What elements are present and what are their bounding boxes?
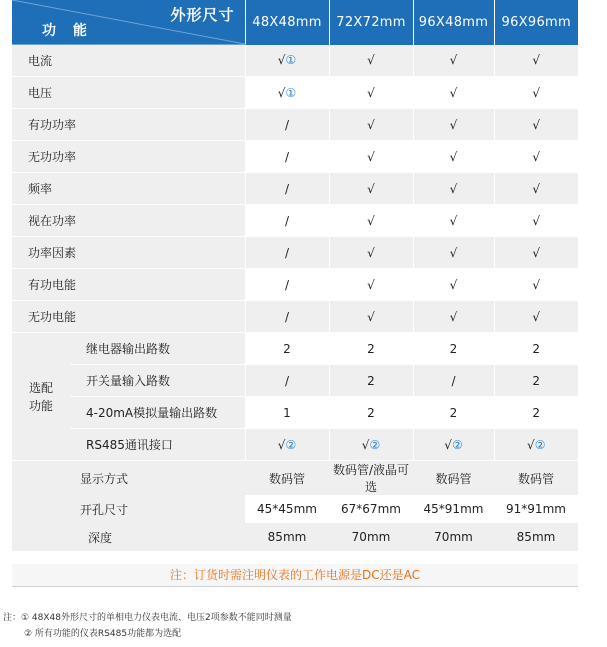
table-row <box>12 77 578 109</box>
table-row <box>12 333 578 365</box>
support-cell: √ <box>413 301 494 333</box>
spec-value: 85mm <box>245 523 329 551</box>
support-cell: √ <box>329 109 413 141</box>
footnote-2: ② 所有功能的仪表RS485功能都为选配 <box>24 629 182 639</box>
spec-name: 开孔尺寸 <box>12 495 245 523</box>
support-cell: √ <box>329 301 413 333</box>
cell-mark: √ <box>277 85 286 100</box>
support-cell: 2 <box>329 333 413 365</box>
support-cell <box>329 429 413 461</box>
footnote-1: 注：① 48X48外形尺寸的单相电力仪表电流、电压2项参数不能同时测量 <box>3 613 292 623</box>
support-cell: / <box>245 205 329 237</box>
table-row <box>12 269 578 301</box>
spec-value: 数码管 <box>245 461 329 496</box>
cell-mark: √ <box>277 53 286 68</box>
support-cell: √ <box>494 301 578 333</box>
table-row <box>12 461 578 496</box>
table-row <box>12 397 578 429</box>
spec-value: 67*67mm <box>329 495 413 523</box>
table-row <box>12 45 578 77</box>
support-cell: 2 <box>329 365 413 397</box>
footnote-marker: ② <box>534 437 546 452</box>
support-cell: 2 <box>413 397 494 429</box>
support-cell: 2 <box>494 365 578 397</box>
support-cell: 2 <box>413 333 494 365</box>
support-cell: √ <box>413 269 494 301</box>
support-cell: 1 <box>245 397 329 429</box>
table-row <box>12 141 578 173</box>
spec-value: 数码管 <box>494 461 578 496</box>
spec-value: 数码管/液晶可选 <box>329 461 413 496</box>
support-cell: / <box>245 173 329 205</box>
footnote-marker: ① <box>285 53 297 68</box>
table-row <box>12 495 578 523</box>
cell-mark: √ <box>527 437 535 452</box>
cell-mark: √ <box>444 437 452 452</box>
function-name: 无功电能 <box>12 301 245 333</box>
support-cell: 2 <box>245 333 329 365</box>
support-cell: / <box>245 141 329 173</box>
function-name: 有功电能 <box>12 269 245 301</box>
function-name: 有功功率 <box>12 109 245 141</box>
footnote-marker: ② <box>369 437 381 452</box>
spec-value: 70mm <box>329 523 413 551</box>
support-cell: √ <box>494 77 578 109</box>
support-cell: 2 <box>329 397 413 429</box>
function-name: 无功功率 <box>12 141 245 173</box>
support-cell: √ <box>413 205 494 237</box>
support-cell: √ <box>329 173 413 205</box>
support-cell: √ <box>329 237 413 269</box>
table-row <box>12 429 578 461</box>
support-cell: / <box>413 365 494 397</box>
support-cell <box>245 45 329 77</box>
function-name: 电流 <box>12 45 245 77</box>
support-cell: √ <box>494 269 578 301</box>
size-header: 48X48mm <box>245 0 329 45</box>
spec-value: 91*91mm <box>494 495 578 523</box>
support-cell <box>494 429 578 461</box>
support-cell: √ <box>329 141 413 173</box>
support-cell: / <box>245 301 329 333</box>
cell-mark: √ <box>361 437 370 452</box>
table-row <box>12 237 578 269</box>
support-cell: / <box>245 237 329 269</box>
support-cell <box>245 429 329 461</box>
support-cell <box>245 77 329 109</box>
support-cell: √ <box>413 141 494 173</box>
table-row <box>12 109 578 141</box>
table-row <box>12 365 578 397</box>
header-row <box>12 0 578 45</box>
support-cell: 2 <box>494 333 578 365</box>
function-name: 视在功率 <box>12 205 245 237</box>
size-header: 96X48mm <box>413 0 494 45</box>
table-row <box>12 523 578 551</box>
spec-value: 70mm <box>413 523 494 551</box>
table-row <box>12 205 578 237</box>
footnote-marker: ① <box>285 85 297 100</box>
spec-name: 深度 <box>12 523 245 551</box>
support-cell: √ <box>494 141 578 173</box>
support-cell: √ <box>413 45 494 77</box>
function-name: 继电器输出路数 <box>70 333 245 365</box>
support-cell: √ <box>494 205 578 237</box>
function-name: 电压 <box>12 77 245 109</box>
support-cell: √ <box>413 109 494 141</box>
support-cell: √ <box>494 237 578 269</box>
size-header: 72X72mm <box>329 0 413 45</box>
spec-name: 显示方式 <box>12 461 245 496</box>
support-cell: √ <box>329 205 413 237</box>
cell-mark: √ <box>277 437 286 452</box>
footnote-marker: ② <box>451 437 463 452</box>
support-cell: / <box>245 109 329 141</box>
support-cell: √ <box>413 77 494 109</box>
corner-label-function: 功 能 <box>42 23 93 39</box>
function-name: 频率 <box>12 173 245 205</box>
spec-value: 85mm <box>494 523 578 551</box>
footnotes <box>3 610 292 642</box>
support-cell: √ <box>494 109 578 141</box>
function-name: 开关量输入路数 <box>70 365 245 397</box>
support-cell: √ <box>329 77 413 109</box>
size-header: 96X96mm <box>494 0 578 45</box>
corner-label-size: 外形尺寸 <box>170 6 235 24</box>
footnote-marker: ② <box>285 437 297 452</box>
order-note: 注：订货时需注明仪表的工作电源是DC还是AC <box>12 564 578 587</box>
table-row <box>12 173 578 205</box>
spec-value: 45*91mm <box>413 495 494 523</box>
spec-value: 数码管 <box>413 461 494 496</box>
function-name: 4-20mA模拟量输出路数 <box>70 397 245 429</box>
support-cell: √ <box>329 45 413 77</box>
function-name: RS485通讯接口 <box>70 429 245 461</box>
support-cell: √ <box>494 173 578 205</box>
spec-value: 45*45mm <box>245 495 329 523</box>
support-cell: √ <box>494 45 578 77</box>
support-cell: 2 <box>494 397 578 429</box>
header-corner <box>12 0 245 45</box>
support-cell <box>413 429 494 461</box>
support-cell: / <box>245 365 329 397</box>
function-name: 功率因素 <box>12 237 245 269</box>
spec-table <box>12 0 578 551</box>
support-cell: / <box>245 269 329 301</box>
table-row <box>12 301 578 333</box>
support-cell: √ <box>413 173 494 205</box>
support-cell: √ <box>413 237 494 269</box>
category-label: 选配 功能 <box>12 333 70 461</box>
support-cell: √ <box>329 269 413 301</box>
